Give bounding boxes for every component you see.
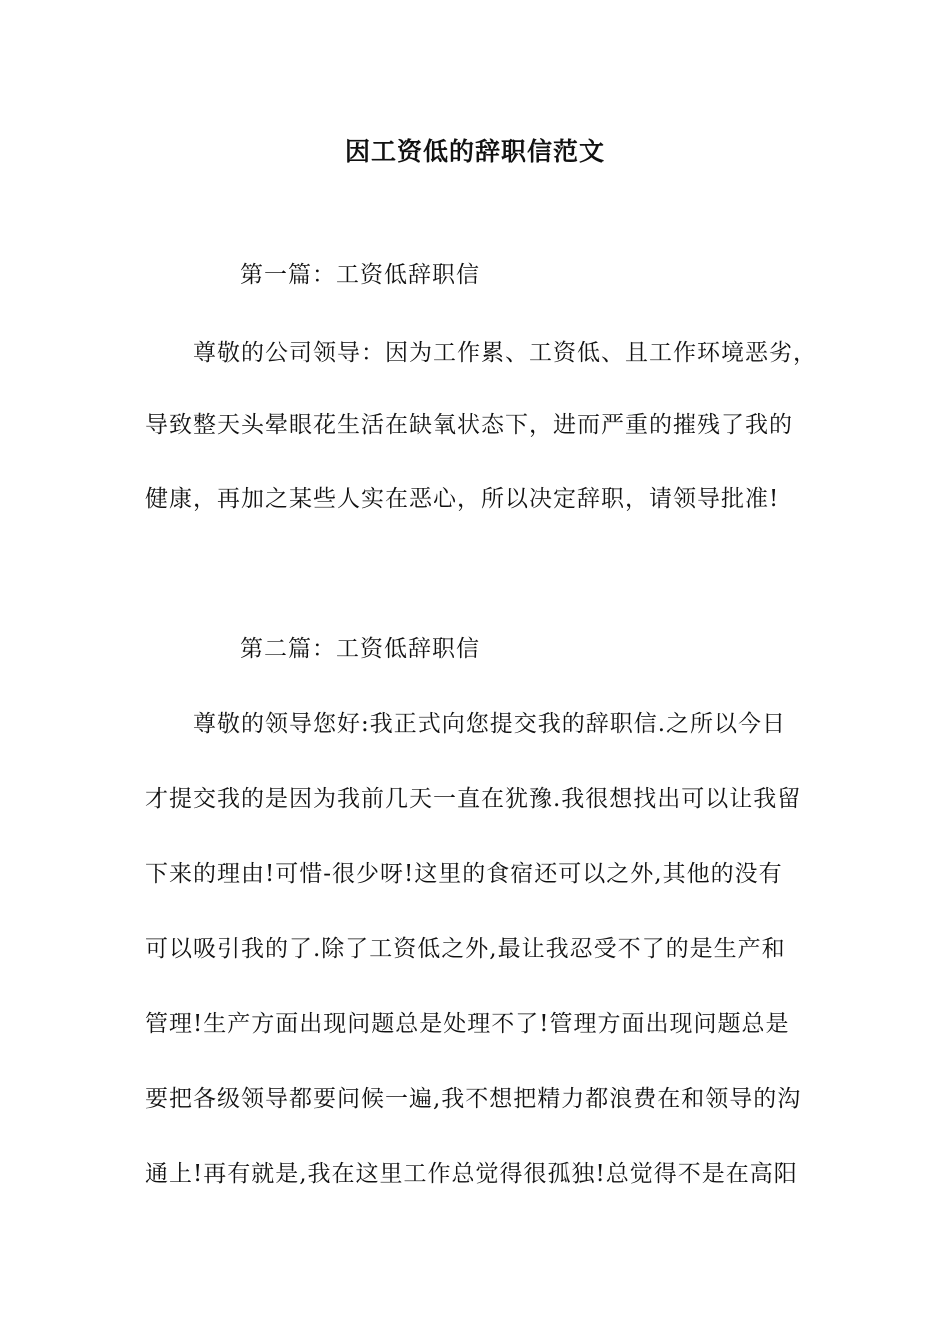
section2-line-4: 可以吸引我的了.除了工资低之外,最让我忍受不了的是生产和 bbox=[145, 936, 786, 962]
section2-line-2: 才提交我的是因为我前几天一直在犹豫.我很想找出可以让我留 bbox=[145, 786, 802, 812]
section2-heading: 第二篇：工资低辞职信 bbox=[240, 636, 480, 662]
section2-line-5: 管理!生产方面出现问题总是处理不了!管理方面出现问题总是 bbox=[145, 1011, 790, 1037]
section1-heading: 第一篇：工资低辞职信 bbox=[240, 262, 480, 288]
section1-line-2: 导致整天头晕眼花生活在缺氧状态下，进而严重的摧残了我的 bbox=[145, 412, 793, 438]
section2-line-3: 下来的理由!可惜-很少呀!这里的食宿还可以之外,其他的没有 bbox=[145, 861, 783, 887]
document-title: 因工资低的辞职信范文 bbox=[344, 137, 605, 166]
section1-line-1: 尊敬的公司领导：因为工作累、工资低、且工作环境恶劣， bbox=[193, 340, 817, 366]
section2-line-1: 尊敬的领导您好:我正式向您提交我的辞职信.之所以今日 bbox=[193, 711, 787, 737]
section2-line-7: 通上!再有就是,我在这里工作总觉得很孤独!总觉得不是在高阳 bbox=[145, 1161, 798, 1187]
section1-line-3: 健康，再加之某些人实在恶心，所以决定辞职，请领导批准! bbox=[145, 486, 780, 512]
section2-line-6: 要把各级领导都要问候一遍,我不想把精力都浪费在和领导的沟 bbox=[145, 1086, 802, 1112]
